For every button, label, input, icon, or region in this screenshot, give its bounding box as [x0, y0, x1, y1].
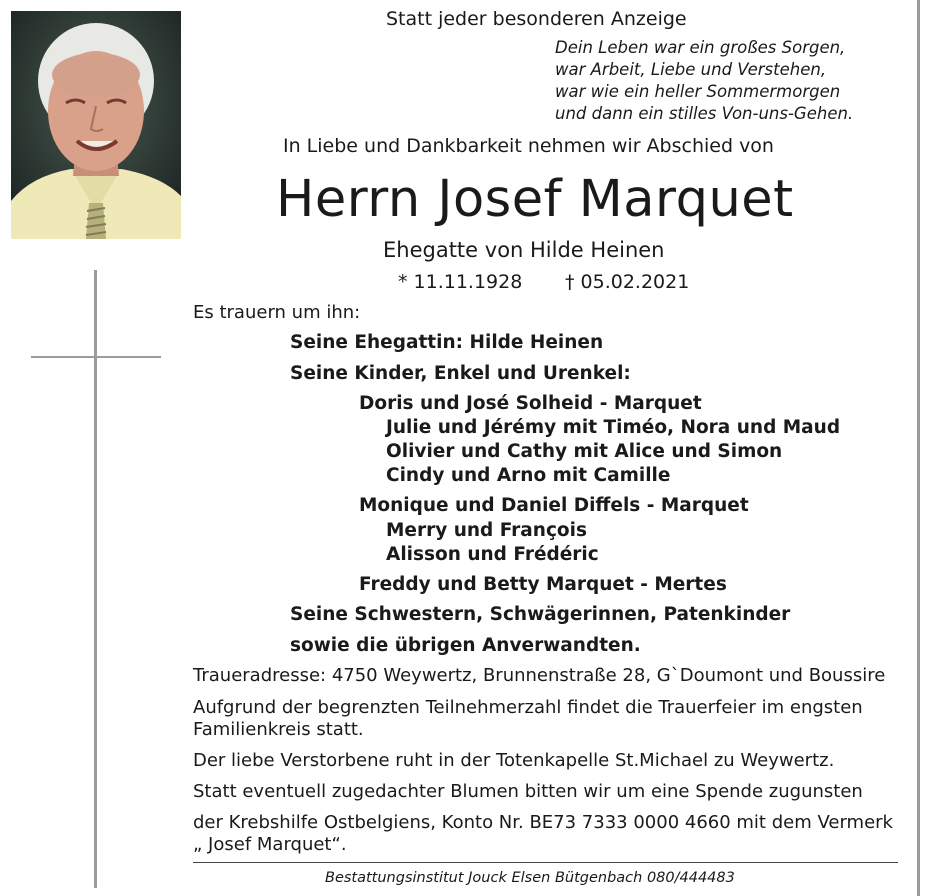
family-line: Freddy und Betty Marquet - Mertes	[359, 574, 727, 595]
family-member-line: Cindy und Arno mit Camille	[386, 465, 671, 486]
spouse-line: Seine Ehegattin: Hilde Heinen	[290, 332, 604, 353]
children-heading: Seine Kinder, Enkel und Urenkel:	[290, 363, 631, 384]
portrait-photo	[11, 11, 181, 239]
family-member-line: Julie und Jérémy mit Timéo, Nora und Maud	[386, 417, 841, 438]
mourners-intro: Es trauern um ihn:	[193, 302, 361, 323]
donation-notice: Statt eventuell zugedachter Blumen bitten wir um eine Spende zugunsten	[193, 781, 863, 802]
ceremony-notice: Familienkreis statt.	[193, 719, 364, 740]
footer-divider	[193, 862, 898, 863]
family-member-line: Alisson und Frédéric	[386, 544, 599, 565]
headline: Statt jeder besonderen Anzeige	[386, 8, 687, 30]
family-line: Doris und José Solheid - Marquet	[359, 393, 702, 414]
funeral-home-footer: Bestattungsinstitut Jouck Elsen Bütgenbach 080/444483	[325, 870, 735, 886]
poem-line: und dann ein stilles Von-uns-Gehen.	[555, 104, 854, 123]
right-border-rule	[917, 0, 920, 896]
birth-date: * 11.11.1928	[398, 271, 523, 293]
cross-horizontal-bar	[31, 356, 161, 358]
family-member-line: Merry und François	[386, 520, 587, 541]
family-line: Monique und Daniel Diffels - Marquet	[359, 495, 749, 516]
deceased-name: Herrn Josef Marquet	[276, 170, 794, 229]
farewell-intro: In Liebe und Dankbarkeit nehmen wir Abschied von	[283, 135, 774, 157]
cross-vertical-bar	[94, 270, 97, 888]
chapel-notice: Der liebe Verstorbene ruht in der Totenkapelle St.Michael zu Weywertz.	[193, 750, 835, 771]
donation-notice: „ Josef Marquet“.	[193, 834, 347, 855]
donation-notice: der Krebshilfe Ostbelgiens, Konto Nr. BE73 7333 0000 4660 mit dem Vermerk	[193, 812, 893, 833]
funeral-address: Traueradresse: 4750 Weywertz, Brunnenstraße 28, G`Doumont und Boussire	[193, 665, 886, 686]
family-member-line: Olivier und Cathy mit Alice und Simon	[386, 441, 783, 462]
death-date: † 05.02.2021	[565, 271, 690, 293]
spouse-of: Ehegatte von Hilde Heinen	[383, 238, 665, 262]
poem-line: Dein Leben war ein großes Sorgen,	[555, 38, 846, 57]
siblings-line: Seine Schwestern, Schwägerinnen, Patenkinder	[290, 604, 791, 625]
others-line: sowie die übrigen Anverwandten.	[290, 635, 641, 656]
ceremony-notice: Aufgrund der begrenzten Teilnehmerzahl findet die Trauerfeier im engsten	[193, 697, 863, 718]
poem-line: war Arbeit, Liebe und Verstehen,	[555, 60, 827, 79]
poem-line: war wie ein heller Sommermorgen	[555, 82, 841, 101]
